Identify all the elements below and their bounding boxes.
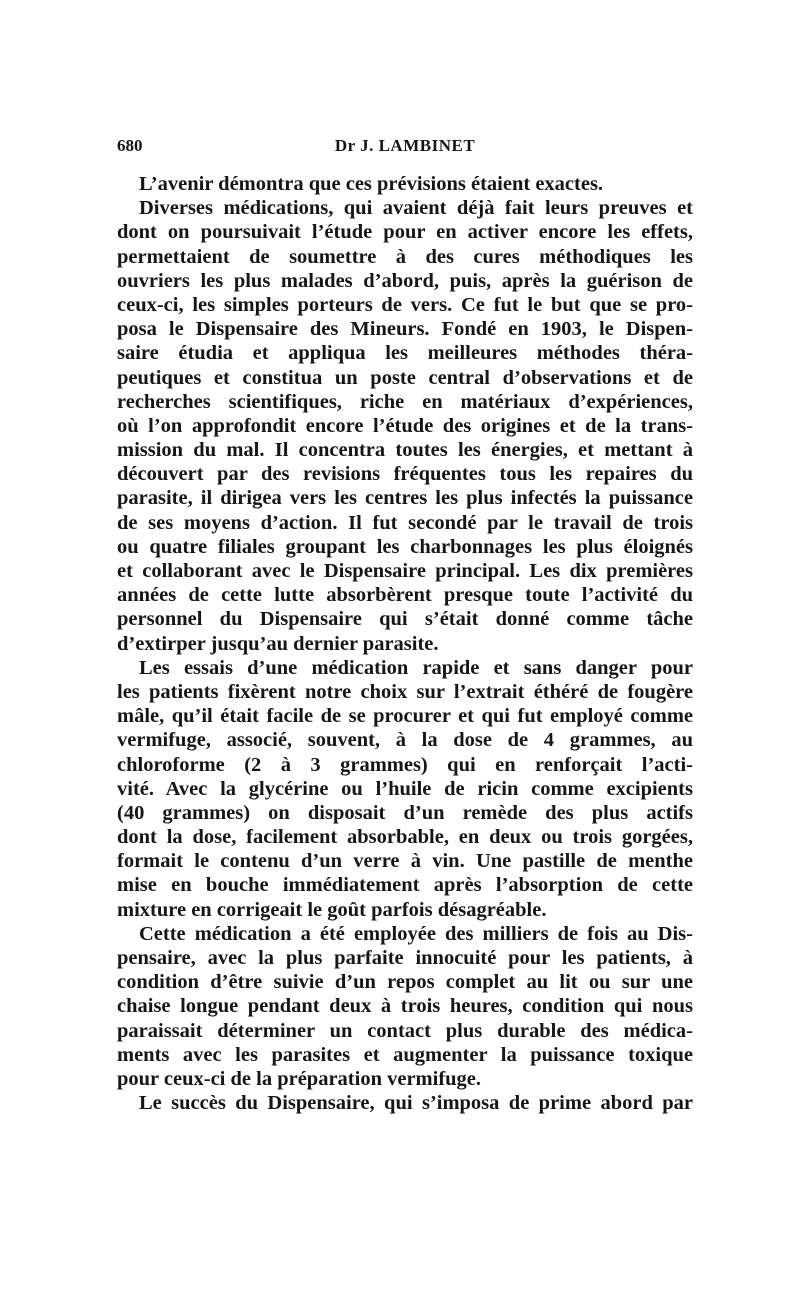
text-line: ou quatre filiales groupant les charbonnages les plus éloignés [117, 535, 693, 558]
paragraph-4 [117, 922, 693, 1091]
text-line: pensaire, avec la plus parfaite innocuité pour les patients, à [117, 947, 693, 969]
paragraph-3 [117, 656, 693, 922]
body-text [117, 172, 693, 1115]
text-line: pour ceux-ci de la préparation vermifuge. [117, 1067, 482, 1090]
text-line: mise en bouche immédiatement après l’absorption de cette [117, 874, 693, 897]
paragraph-5 [117, 1091, 693, 1115]
text-line: ments avec les parasites et augmenter la puissance toxique [117, 1043, 693, 1066]
text-line: formait le contenu d’un verre à vin. Une pastille de menthe [117, 850, 693, 873]
text-line: Le succès du Dispensaire, qui s’imposa de prime abord par [139, 1092, 693, 1115]
text-line: où l’on approfondit encore l’étude des origines et de la trans- [117, 414, 693, 437]
text-line: chaise longue pendant deux à trois heures, condition qui nous [117, 995, 693, 1018]
text-line: chloroforme (2 à 3 grammes) qui en renforçait l’acti- [117, 753, 693, 776]
text-line: Les essais d’une médication rapide et sans danger pour [139, 656, 693, 679]
paragraph-2 [117, 196, 693, 656]
paragraph-1 [117, 172, 693, 196]
text-line: mission du mal. Il concentra toutes les énergies, et mettant à [117, 439, 693, 462]
text-line: mixture en corrigeait le goût parfois désagréable. [117, 898, 547, 921]
text-line: personnel du Dispensaire qui s’était donné comme tâche [117, 608, 693, 631]
text-line: posa le Dispensaire des Mineurs. Fondé en 1903, le Dispen- [117, 318, 693, 341]
text-line: permettaient de soumettre à des cures méthodiques les [117, 245, 693, 268]
text-line: les patients fixèrent notre choix sur l’extrait éthéré de fougère [117, 680, 693, 703]
text-line: d’extirper jusqu’au dernier parasite. [117, 632, 439, 655]
text-line: vité. Avec la glycérine ou l’huile de ricin comme excipients [117, 777, 693, 800]
text-line: peutiques et constitua un poste central d’observations et de [117, 366, 693, 389]
text-line: paraissait déterminer un contact plus durable des médica- [117, 1019, 693, 1042]
text-line: (40 grammes) on disposait d’un remède des plus actifs [117, 801, 693, 824]
text-line: recherches scientifiques, riche en matériaux d’expériences, [117, 390, 693, 413]
running-head [117, 134, 693, 158]
text-line: et collaborant avec le Dispensaire principal. Les dix premières [117, 560, 693, 582]
text-line: vermifuge, associé, souvent, à la dose de 4 grammes, au [117, 729, 693, 752]
text-line: mâle, qu’il était facile de se procurer et qui fut employé comme [117, 705, 693, 728]
text-line: condition d’être suivie d’un repos complet au lit ou sur une [117, 971, 693, 994]
text-line: Cette médication a été employée des milliers de fois au Dis- [139, 922, 693, 945]
running-title: Dr J. LAMBINET [334, 136, 476, 155]
text-line: ouvriers les plus malades d’abord, puis, après la guérison de [117, 269, 693, 292]
text-line: ceux-ci, les simples porteurs de vers. Ce fut le but que se pro- [117, 293, 693, 316]
text-line: années de cette lutte absorbèrent presque toute l’activité du [117, 584, 693, 607]
text-line: saire étudia et appliqua les meilleures méthodes théra- [117, 342, 693, 365]
text-line: de ses moyens d’action. Il fut secondé par le travail de trois [117, 511, 693, 534]
text-line: dont la dose, facilement absorbable, en deux ou trois gorgées, [117, 826, 693, 849]
text-line: parasite, il dirigea vers les centres les plus infectés la puissance [117, 487, 693, 510]
text-line: L’avenir démontra que ces prévisions étaient exactes. [139, 173, 604, 195]
text-line: découvert par des revisions fréquentes tous les repaires du [117, 463, 693, 486]
text-line: dont on poursuivait l’étude pour en activer encore les effets, [117, 221, 693, 244]
text-line: Diverses médications, qui avaient déjà fait leurs preuves et [139, 197, 693, 220]
page-number: 680 [117, 136, 143, 155]
